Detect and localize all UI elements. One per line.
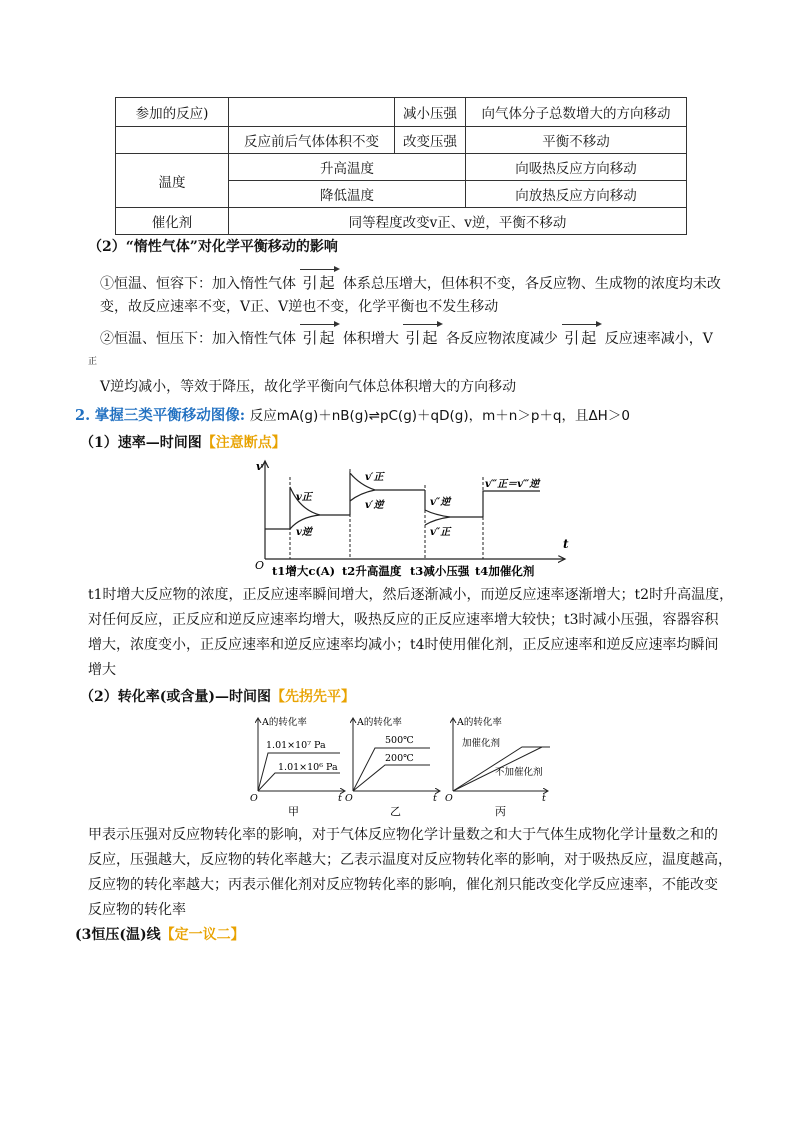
yi-y-label: A的转化率 bbox=[357, 717, 402, 728]
sub-heading-2 bbox=[80, 686, 355, 706]
cell-r3c1: 温度 bbox=[116, 154, 229, 208]
rate-line-3: 增大，浓度变小，正反应速率和逆反应速率均减小；t4时使用催化剂，正反应速率和逆反应速率均瞬间 bbox=[88, 637, 719, 653]
sub-tag: 【注意断点】 bbox=[201, 435, 286, 451]
rate-line-4: 增大 bbox=[88, 662, 116, 678]
rate-line-1: t1时增大反应物的浓度，正反应速率瞬间增大，然后逐渐减小，而逆反应速率逐渐增大；t2时升高温度， bbox=[88, 587, 734, 603]
cell-r1c2 bbox=[229, 98, 395, 127]
bing-caption: 丙 bbox=[495, 805, 506, 818]
cell-r2c3: 改变压强 bbox=[395, 127, 466, 154]
cell-r2c1 bbox=[116, 127, 229, 154]
yi-origin: O bbox=[345, 793, 353, 804]
inert-gas-heading: （2）“惰性气体”对化学平衡移动的影响 bbox=[88, 239, 338, 255]
bing-y-label: A的转化率 bbox=[457, 717, 502, 728]
sub-heading-1 bbox=[80, 432, 286, 452]
inert-line-2: 变，故反应速率不变，V正、V逆也不变，化学平衡也不发生移动 bbox=[100, 299, 499, 315]
origin-label: O bbox=[255, 559, 265, 572]
x-label: t bbox=[563, 537, 569, 551]
tick-t4: t4加催化剂 bbox=[475, 564, 535, 578]
conversion-charts bbox=[250, 713, 560, 818]
v4-curve bbox=[483, 491, 540, 517]
bing-origin: O bbox=[445, 793, 453, 804]
cell-r1c3: 减小压强 bbox=[395, 98, 466, 127]
rate-line-2: 对任何反应，正反应和逆反应速率均增大，吸热反应的正反应速率增大较快；t3时减小压强，容器容积 bbox=[88, 612, 719, 628]
inert-text: 反应速率减小，V bbox=[604, 331, 713, 347]
cell-r5c2: 同等程度改变v正、v逆，平衡不移动 bbox=[229, 208, 687, 235]
rate-time-chart bbox=[250, 455, 580, 580]
label-v3-zheng: v″正 bbox=[430, 527, 451, 538]
y-label: v bbox=[256, 460, 263, 473]
conversion-paragraph bbox=[88, 823, 738, 923]
sub-label: （1）速率—时间图 bbox=[80, 435, 202, 451]
tick-t2: t2升高温度 bbox=[342, 564, 402, 578]
conv-line-1: 甲表示压强对反应物转化率的影响，对于气体反应物化学计量数之和大于气体生成物化学计量数之和的 bbox=[88, 827, 718, 843]
conv-line-2: 反应，压强越大，反应物的转化率越大；乙表示温度对反应物转化率的影响，对于吸热反应，温度越高， bbox=[88, 852, 732, 868]
label-v4: v‴正＝v‴逆 bbox=[485, 479, 540, 490]
cell-r1c1: 参加的反应) bbox=[116, 98, 229, 127]
sub-heading-3 bbox=[75, 924, 245, 944]
label-v-ni: v逆 bbox=[296, 527, 312, 538]
cell-r4c2: 降低温度 bbox=[229, 181, 466, 208]
section-2-heading bbox=[75, 404, 630, 425]
inert-text: ①恒温、恒容下：加入惰性气体 bbox=[100, 276, 296, 292]
conv-line-4: 反应物的转化率 bbox=[88, 902, 186, 918]
jia-y-label: A的转化率 bbox=[262, 717, 307, 728]
tick-t3: t3减小压强 bbox=[410, 564, 470, 578]
reaction-equation: 反应mA(g)＋nB(g)⇌pC(g)＋qD(g)，m＋n＞p＋q，且ΔH＞0 bbox=[249, 408, 630, 424]
yi-label-2: 200℃ bbox=[385, 753, 414, 764]
label-v3-ni: v″逆 bbox=[430, 497, 451, 508]
inert-line-3 bbox=[100, 327, 713, 348]
inert-text: 体系总压增大，但体积不变，各反应物、生成物的浓度均未改 bbox=[342, 276, 721, 292]
cell-r3c4: 向吸热反应方向移动 bbox=[466, 154, 687, 181]
tick-t1: t1增大c(A) bbox=[272, 564, 336, 578]
jia-label-1: 1.01×10⁷ Pa bbox=[266, 740, 326, 751]
yi-label-1: 500℃ bbox=[385, 735, 414, 746]
jia-x-label: t bbox=[338, 793, 342, 804]
arrow-word: 引起 bbox=[564, 329, 599, 347]
arrow-word: 引起 bbox=[405, 329, 440, 347]
label-v2-zheng: v′正 bbox=[365, 472, 384, 483]
cell-r5c1: 催化剂 bbox=[116, 208, 229, 235]
sub-tag: 【定一议二】 bbox=[160, 927, 245, 943]
cell-r3c2: 升高温度 bbox=[229, 154, 466, 181]
inert-line-4: V逆均减小，等效于降压，故化学平衡向气体总体积增大的方向移动 bbox=[100, 379, 517, 395]
section-number: 2. bbox=[75, 407, 91, 424]
inert-line-1 bbox=[100, 272, 721, 293]
arrow-word: 引起 bbox=[302, 329, 337, 347]
jia-low-pressure-line bbox=[258, 773, 340, 791]
label-v2-ni: v′逆 bbox=[365, 500, 384, 511]
sub-label: (3恒压(温)线 bbox=[75, 927, 161, 943]
cell-r2c4: 平衡不移动 bbox=[466, 127, 687, 154]
jia-origin: O bbox=[250, 793, 258, 804]
jia-caption: 甲 bbox=[288, 805, 299, 818]
arrow-word: 引起 bbox=[302, 274, 337, 292]
bing-label-2: 不加催化剂 bbox=[495, 767, 543, 778]
cell-r4c4: 向放热反应方向移动 bbox=[466, 181, 687, 208]
sub-label: （2）转化率(或含量)—时间图 bbox=[80, 689, 271, 705]
cell-r1c4: 向气体分子总数增大的方向移动 bbox=[466, 98, 687, 127]
rate-paragraph bbox=[88, 583, 738, 683]
inert-text: 体积增大 bbox=[342, 331, 399, 347]
bing-label-1: 加催化剂 bbox=[462, 738, 501, 749]
yi-x-label: t bbox=[433, 793, 437, 804]
cell-r2c2: 反应前后气体体积不变 bbox=[229, 127, 395, 154]
equilibrium-table bbox=[115, 97, 687, 235]
v3-zheng-curve bbox=[425, 517, 450, 525]
conv-line-3: 反应物的转化率越大；丙表示催化剂对反应物转化率的影响，催化剂只能改变化学反应速率，不能改变 bbox=[88, 877, 718, 893]
label-v-zheng: v正 bbox=[296, 492, 312, 503]
inert-text: ②恒温、恒压下：加入惰性气体 bbox=[100, 331, 296, 347]
section-title: 掌握三类平衡移动图像: bbox=[94, 407, 246, 424]
yi-caption: 乙 bbox=[390, 805, 401, 818]
bing-x-label: t bbox=[542, 793, 546, 804]
sub-tag: 【先拐先平】 bbox=[271, 689, 355, 705]
sub-zheng: 正 bbox=[88, 357, 98, 367]
inert-text: 各反应物浓度减少 bbox=[445, 331, 558, 347]
jia-label-2: 1.01×10⁶ Pa bbox=[278, 762, 338, 773]
